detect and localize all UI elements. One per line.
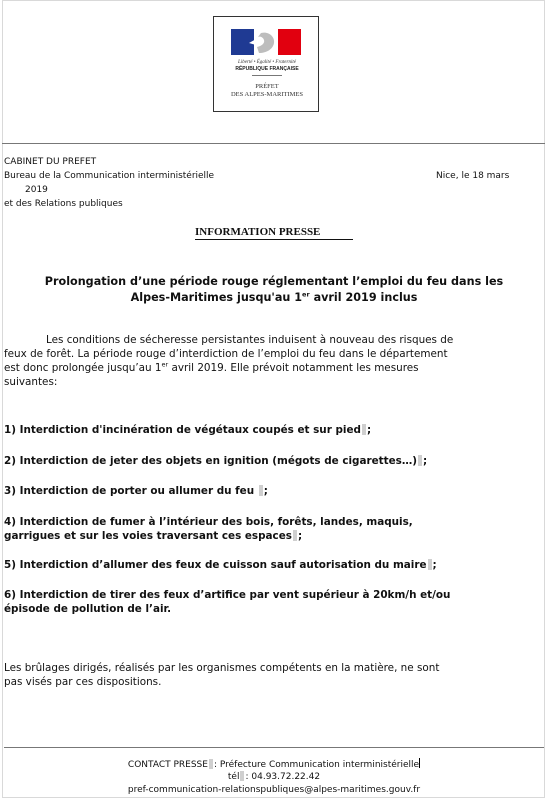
logo-motto: Liberté • Égalité • Fraternité xyxy=(238,60,296,65)
edit-mark xyxy=(293,530,297,541)
measure-2-text: 2) Interdiction de jeter des objets en ignition (mégots de cigarettes…) xyxy=(4,455,417,467)
edit-mark xyxy=(209,759,213,769)
header-date: Nice, le 18 mars xyxy=(436,171,510,181)
prefecture-logo xyxy=(213,16,319,112)
header-year: 2019 xyxy=(25,185,48,195)
edit-mark xyxy=(418,455,422,466)
subject-line2 xyxy=(16,290,532,306)
logo-prefet-line1: PRÉFET xyxy=(255,83,279,90)
header-rule xyxy=(2,143,545,144)
edit-mark xyxy=(362,424,366,435)
footer-tel-label: tél xyxy=(227,772,240,782)
marianne-emblem-icon xyxy=(231,29,301,55)
intro-line2: feux de forêt. La période rouge d’interdiction de l’emploi du feu dans le département xyxy=(4,348,448,360)
footer-tel xyxy=(0,771,548,783)
closing-line1: Les brûlages dirigés, réalisés par les organismes compétents en la matière, ne sont xyxy=(4,662,440,674)
logo-separator xyxy=(252,75,282,76)
measure-5-text: 5) Interdiction d’allumer des feux de cuisson sauf autorisation du maire xyxy=(4,559,427,571)
intro-line1: Les conditions de sécheresse persistantes induisent à nouveau des risques de xyxy=(46,334,454,346)
subject xyxy=(16,274,532,306)
footer-rule xyxy=(4,747,544,748)
measure-4-line1: 4) Interdiction de fumer à l’intérieur des bois, forêts, landes, maquis, xyxy=(4,516,413,528)
edit-mark xyxy=(428,559,432,570)
intro-line3 xyxy=(4,362,544,375)
intro-line4: suivantes: xyxy=(4,376,58,388)
measure-3-end: ; xyxy=(263,485,268,497)
subject-line1: Prolongation d’une période rouge réglementant l’emploi du feu dans les xyxy=(44,275,504,288)
measure-2-end: ; xyxy=(422,455,428,467)
measure-1-text: 1) Interdiction d'incinération de végétaux coupés et sur pied xyxy=(4,424,361,436)
measure-4-end: ; xyxy=(297,530,303,542)
measure-4-text: garrigues et sur les voies traversant ces espaces xyxy=(4,530,292,542)
text-cursor xyxy=(419,758,420,768)
footer-contact xyxy=(0,758,548,771)
measure-6-line1: 6) Interdiction de tirer des feux d’artifice par vent supérieur à 20km/h et/ou xyxy=(4,589,451,601)
info-title: INFORMATION PRESSE xyxy=(195,226,321,238)
logo-prefet-line2: DES ALPES-MARITIMES xyxy=(230,91,304,98)
measure-2 xyxy=(4,455,544,468)
footer-tel-value: : 04.93.72.22.42 xyxy=(245,772,321,782)
measure-6-line2: épisode de pollution de l’air. xyxy=(4,603,172,615)
logo-prefet xyxy=(218,83,316,99)
info-title-underline xyxy=(195,239,353,240)
footer-contact-label: CONTACT PRESSE xyxy=(127,760,208,770)
edit-mark xyxy=(240,771,244,781)
subject-text-a: Alpes-Maritimes jusqu'au 1 xyxy=(130,291,303,304)
header-bureau: Bureau de la Communication interministérielle xyxy=(4,171,215,181)
intro-line3-b: avril 2019. Elle prévoit notamment les mesures xyxy=(168,362,419,374)
measure-5 xyxy=(4,559,544,572)
subject-text-b: avril 2019 inclus xyxy=(309,291,418,304)
intro-line3-a: est donc prolongée jusqu’au 1 xyxy=(4,362,162,374)
intro-line3-sup: er xyxy=(161,360,169,369)
measure-5-end: ; xyxy=(432,559,437,571)
closing-line2: pas visés par ces dispositions. xyxy=(4,676,162,688)
header-relations: et des Relations publiques xyxy=(4,199,123,209)
measure-4-line2 xyxy=(4,530,544,543)
measure-1-end: ; xyxy=(366,424,372,436)
measure-1 xyxy=(4,424,544,437)
edit-mark xyxy=(259,485,263,496)
subject-sup: er xyxy=(302,290,310,299)
measure-3 xyxy=(4,485,544,498)
logo-republic: RÉPUBLIQUE FRANÇAISE xyxy=(235,66,299,72)
measure-3-text: 3) Interdiction de porter ou allumer du feu xyxy=(4,485,255,497)
footer-contact-value: : Préfecture Communication interministérielle xyxy=(213,760,420,770)
footer-email: pref-communication-relationspubliques@alpes-maritimes.gouv.fr xyxy=(127,785,421,795)
header-cabinet: CABINET DU PREFET xyxy=(4,157,97,167)
